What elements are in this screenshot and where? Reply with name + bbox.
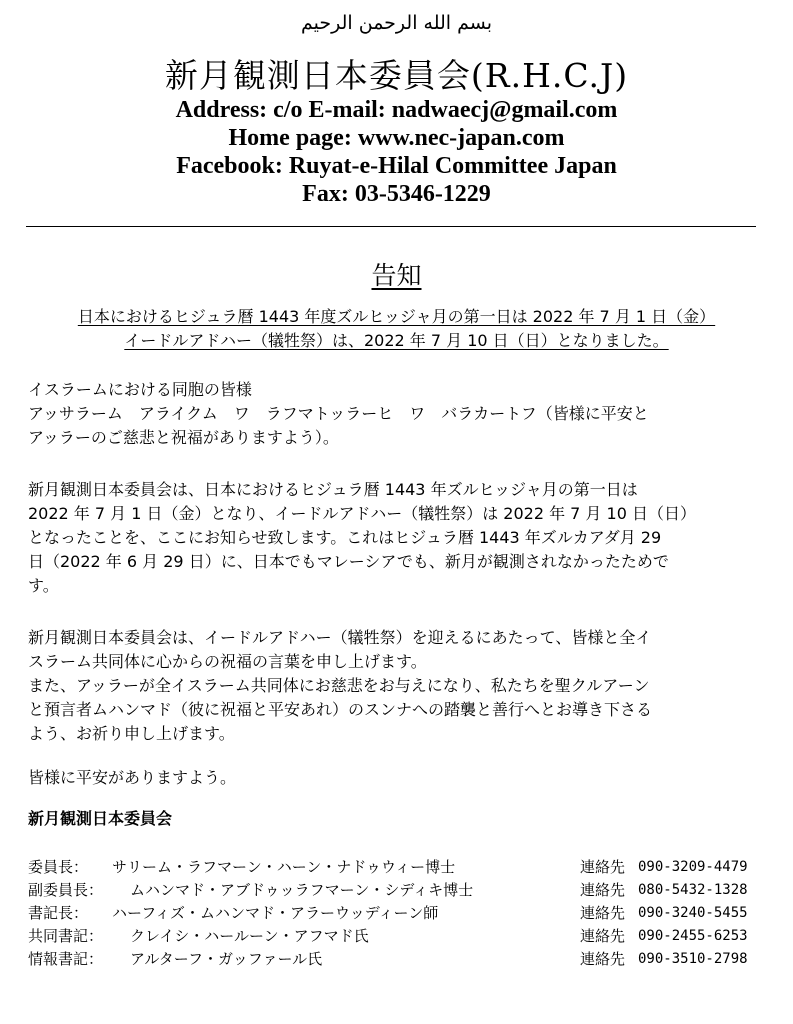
notice-title-text: 告知 bbox=[371, 261, 422, 290]
member-row bbox=[28, 902, 768, 925]
fax-line: Fax: 03-5346-1229 bbox=[302, 181, 491, 207]
member-name: サリーム・ラフマーン・ハーン・ナドゥウィー博士 bbox=[112, 858, 456, 876]
headline-text-1: 日本におけるヒジュラ暦 1443 年度ズルヒッジャ月の第一日は 2022 年 7 月 1 日（金） bbox=[77, 307, 716, 326]
member-role: 共同書記： bbox=[28, 927, 104, 945]
member-name: ハーフィズ・ムハンマド・アラーウッディーン師 bbox=[112, 904, 439, 922]
member-role: 副委員長： bbox=[28, 881, 104, 899]
member-contact-label: 連絡先 bbox=[580, 950, 626, 968]
headline-line-1 bbox=[0, 306, 793, 328]
member-contact-label: 連絡先 bbox=[580, 927, 626, 945]
headline-line-2 bbox=[0, 330, 793, 352]
address-line: Address: c/o E-mail: nadwaecj@gmail.com bbox=[175, 97, 618, 123]
committee-members-list bbox=[28, 856, 768, 971]
member-row bbox=[28, 879, 768, 902]
announcement-paragraph bbox=[28, 478, 768, 598]
bismillah-text: بسم الله الرحمن الرحيم bbox=[301, 12, 492, 34]
greeting-line: イスラームにおける同胞の皆様 bbox=[28, 380, 252, 399]
member-phone: 090-3510-2798 bbox=[638, 951, 748, 967]
member-row bbox=[28, 856, 768, 879]
blessing-line: よう、お祈り申し上げます。 bbox=[28, 724, 235, 743]
member-contact-label: 連絡先 bbox=[580, 881, 626, 899]
announcement-line: 2022 年 7 月 1 日（金）となり、イードルアドハー（犠牲祭）は 2022 年 7 月 10 日（日） bbox=[28, 504, 696, 523]
member-name: クレイシ・ハールーン・アフマド氏 bbox=[130, 927, 369, 945]
signature: 新月観測日本委員会 bbox=[28, 809, 173, 828]
facebook-line: Facebook: Ruyat-e-Hilal Committee Japan bbox=[176, 153, 617, 179]
blessing-line: また、アッラーが全イスラーム共同体にお慈悲をお与えになり、私たちを聖クルアーン bbox=[28, 676, 650, 695]
greeting-line: アッラーのご慈悲と祝福がありますよう）。 bbox=[28, 428, 339, 447]
member-role: 書記長： bbox=[28, 904, 89, 922]
announcement-line: す。 bbox=[28, 576, 59, 595]
headline-text-2: イードルアドハー（犠牲祭）は、2022 年 7 月 10 日（日）となりました。 bbox=[124, 331, 669, 350]
member-name: アルターフ・ガッファール氏 bbox=[130, 950, 323, 968]
blessing-paragraph bbox=[28, 626, 768, 746]
member-contact-label: 連絡先 bbox=[580, 904, 626, 922]
member-row bbox=[28, 948, 768, 971]
member-role: 情報書記： bbox=[28, 950, 104, 968]
closing-paragraph bbox=[28, 766, 768, 790]
member-role: 委員長： bbox=[28, 858, 89, 876]
member-name: ムハンマド・アブドゥッラフマーン・シディキ博士 bbox=[130, 881, 474, 899]
closing-line: 皆様に平安がありますよう。 bbox=[28, 768, 237, 787]
member-phone: 090-2455-6253 bbox=[638, 928, 748, 944]
blessing-line: と預言者ムハンマド（彼に祝福と平安あれ）のスンナへの踏襲と善行へとお導き下さる bbox=[28, 700, 653, 719]
blessing-line: 新月観測日本委員会は、イードルアドハー（犠牲祭）を迎えるにあたって、皆様と全イ bbox=[28, 628, 652, 647]
announcement-line: 新月観測日本委員会は、日本におけるヒジュラ暦 1443 年ズルヒッジャ月の第一日は bbox=[28, 480, 638, 499]
notice-title bbox=[0, 256, 793, 292]
homepage-line: Home page: www.nec-japan.com bbox=[228, 125, 565, 151]
blessing-line: スラーム共同体に心からの祝福の言葉を申し上げます。 bbox=[28, 652, 427, 671]
member-contact-label: 連絡先 bbox=[580, 858, 626, 876]
member-phone: 090-3209-4479 bbox=[638, 859, 748, 875]
header-divider bbox=[26, 226, 756, 227]
greeting-paragraph bbox=[28, 378, 768, 450]
organization-title: 新月観測日本委員会(R.H.C.J) bbox=[164, 56, 629, 95]
announcement-line: 日（2022 年 6 月 29 日）に、日本でもマレーシアでも、新月が観測されなかったためで bbox=[28, 552, 669, 571]
member-phone: 090-3240-5455 bbox=[638, 905, 748, 921]
greeting-line: アッサラーム アライクム ワ ラフマトッラーヒ ワ バラカートフ（皆様に平安と bbox=[28, 404, 649, 423]
member-phone: 080-5432-1328 bbox=[638, 882, 748, 898]
member-row bbox=[28, 925, 768, 948]
announcement-line: となったことを、ここにお知らせ致します。これはヒジュラ暦 1443 年ズルカアダ月 29 bbox=[28, 528, 662, 547]
